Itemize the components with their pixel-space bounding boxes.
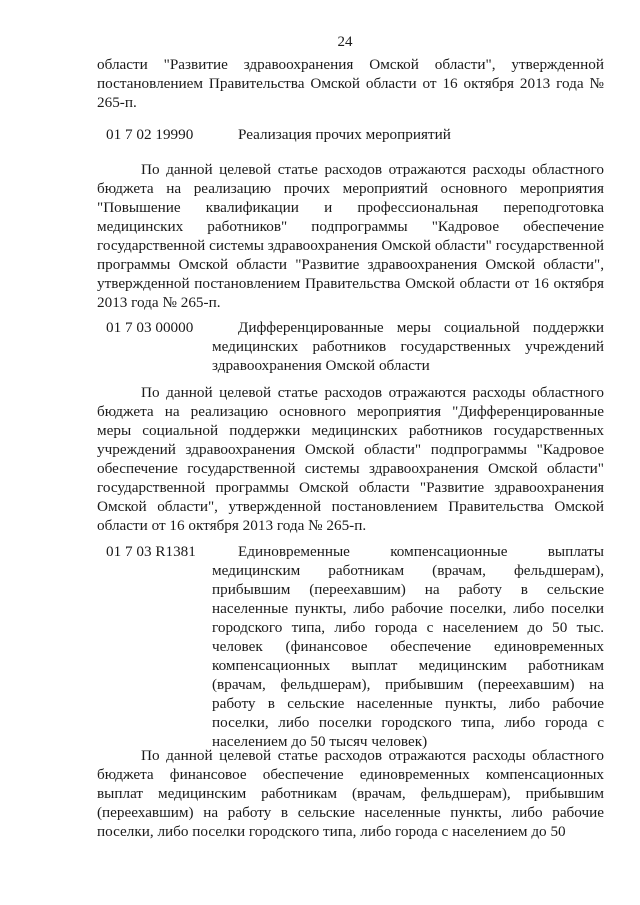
page-number: 24	[337, 34, 353, 50]
section-title-3: Единовременные компенсационные выплаты медицинским работникам (врачам, фельдшерам), прибывшим (переехавшим) на работу в сельские населенные пункты, либо рабочие поселки, либо поселки городского типа, либо города с населением до 50 тыс. человек (финансовое обеспечение единовременных компенсационных выплат медицинским работникам (врачам, фельдшерам), прибывшим (переехавшим) на работу в сельские населенные пункты, либо рабочие поселки, либо поселки городского типа, либо города с населением до 50 тысяч человек)	[212, 543, 604, 750]
budget-code-3: 01 7 03 R1381	[106, 543, 196, 560]
section-title-1: Реализация прочих мероприятий	[238, 126, 451, 143]
paragraph-1: По данной целевой статье расходов отражаются расходы областного бюджета на реализацию прочих мероприятий основного мероприятия "Повышение квалификации и профессиональная переподготовка медицинских работников" подпрограммы "Кадровое обеспечение государственной системы здравоохранения Омской области" государственной программы Омской области "Развитие здравоохранения Омской области", утвержденной постановлением Правительства Омской области от 16 октября 2013 года № 265-п.	[97, 161, 604, 311]
paragraph-2: По данной целевой статье расходов отражаются расходы областного бюджета на реализацию основного мероприятия "Дифференцированные меры социальной поддержки медицинских работников государственных учреждений здравоохранения Омской области" подпрограммы "Кадровое обеспечение государственной системы здравоохранения Омской области" государственной программы Омской области "Развитие здравоохранения Омской области", утвержденной постановлением Правительства Омской области от 16 октября 2013 года № 265-п.	[97, 384, 604, 534]
paragraph-3: По данной целевой статье расходов отражаются расходы областного бюджета финансовое обеспечение единовременных компенсационных выплат медицинским работникам (врачам, фельдшерам), прибывшим (переехавшим) на работу в сельские населенные пункты, либо рабочие поселки, либо поселки городского типа, либо города с населением до 50	[97, 747, 604, 840]
budget-code-1: 01 7 02 19990	[106, 126, 194, 143]
budget-code-2: 01 7 03 00000	[106, 319, 194, 336]
section-title-2: Дифференцированные меры социальной поддержки медицинских работников государственных учреждений здравоохранения Омской области	[212, 319, 604, 374]
paragraph-continued: области "Развитие здравоохранения Омской области", утвержденной постановлением Правительства Омской области от 16 октября 2013 года № 265-п.	[97, 56, 604, 111]
